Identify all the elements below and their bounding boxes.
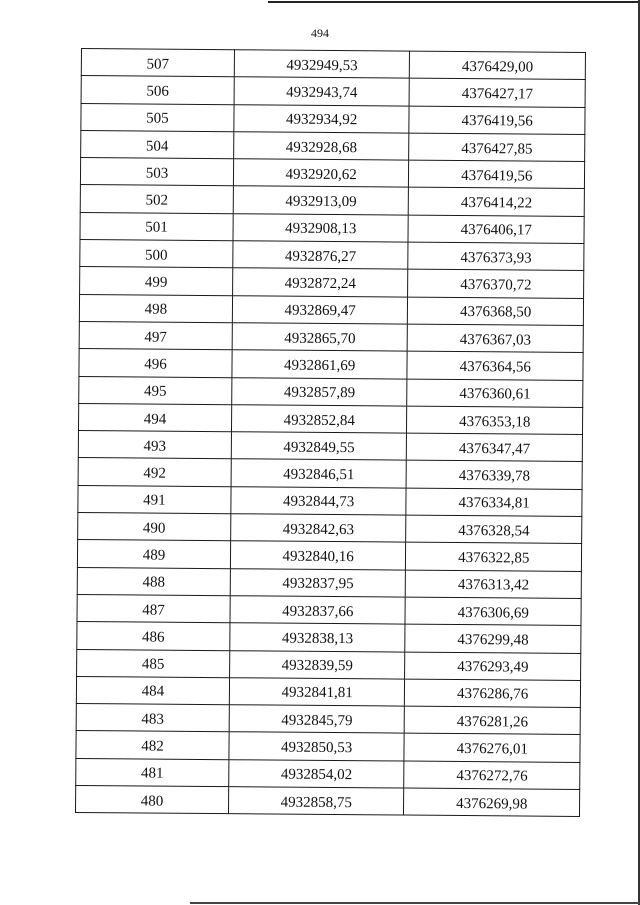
point-number-text: 495 xyxy=(143,383,167,400)
x-coordinate-cell xyxy=(233,241,409,270)
point-number-cell xyxy=(76,676,229,704)
y-coordinate-text: 4376419,56 xyxy=(461,113,533,130)
table-row xyxy=(80,267,584,298)
y-coordinate-text: 4376269,98 xyxy=(456,795,528,813)
y-coordinate-text: 4376360,61 xyxy=(459,386,531,403)
y-coordinate-cell xyxy=(409,106,585,135)
y-coordinate-cell xyxy=(407,461,583,490)
y-coordinate-cell xyxy=(405,652,581,681)
table-row xyxy=(78,431,582,462)
y-coordinate-cell xyxy=(410,51,586,80)
table-row xyxy=(76,704,580,735)
y-coordinate-text: 4376419,56 xyxy=(461,167,533,185)
point-number-text: 497 xyxy=(144,329,168,346)
y-coordinate-text: 4376299,48 xyxy=(457,631,529,649)
x-coordinate-text: 4932872,24 xyxy=(284,275,357,293)
point-number-text: 500 xyxy=(145,247,168,264)
table-row xyxy=(77,540,581,571)
y-coordinate-cell xyxy=(404,761,580,790)
point-number-cell xyxy=(79,294,232,322)
table-row xyxy=(79,349,583,380)
table-row xyxy=(79,294,583,325)
y-coordinate-text: 4376306,69 xyxy=(457,604,529,622)
point-number-text: 499 xyxy=(144,274,168,291)
scan-edge-bottom xyxy=(190,902,640,904)
x-coordinate-text: 4932837,66 xyxy=(282,603,354,620)
point-number-cell xyxy=(76,731,229,759)
x-coordinate-text: 4932845,79 xyxy=(281,712,353,729)
table-row xyxy=(78,513,582,544)
x-coordinate-cell xyxy=(230,623,406,652)
point-number-cell xyxy=(77,594,230,622)
y-coordinate-cell xyxy=(404,788,580,817)
y-coordinate-text: 4376339,78 xyxy=(458,468,531,485)
point-number-text: 489 xyxy=(142,547,166,564)
table-row xyxy=(80,158,584,189)
table-row xyxy=(79,376,583,407)
x-coordinate-cell xyxy=(233,213,409,242)
x-coordinate-text: 4932920,62 xyxy=(285,166,357,183)
x-coordinate-cell xyxy=(231,459,407,488)
point-number-cell xyxy=(81,76,234,104)
x-coordinate-text: 4932857,89 xyxy=(283,384,356,402)
x-coordinate-cell xyxy=(232,377,408,406)
x-coordinate-text: 4932841,81 xyxy=(281,685,353,702)
scan-edge-top xyxy=(268,1,640,3)
x-coordinate-cell xyxy=(234,104,410,133)
point-number-text: 505 xyxy=(146,110,169,127)
table-row xyxy=(80,240,584,271)
x-coordinate-text: 4932842,63 xyxy=(282,521,355,538)
y-coordinate-cell xyxy=(408,324,584,353)
table-row xyxy=(76,758,580,789)
point-number-text: 486 xyxy=(142,629,165,646)
y-coordinate-text: 4376429,00 xyxy=(461,58,534,76)
point-number-text: 487 xyxy=(142,602,165,619)
table-row xyxy=(81,76,585,107)
x-coordinate-cell xyxy=(234,132,410,161)
table-row xyxy=(78,403,582,434)
y-coordinate-cell xyxy=(405,706,581,735)
coordinates-table-body xyxy=(75,49,585,817)
x-coordinate-text: 4932849,55 xyxy=(283,439,355,456)
x-coordinate-text: 4932840,16 xyxy=(282,548,354,566)
y-coordinate-cell xyxy=(406,488,582,517)
x-coordinate-text: 4932934,92 xyxy=(285,111,358,129)
y-coordinate-cell xyxy=(409,188,585,217)
point-number-cell xyxy=(78,513,231,541)
x-coordinate-cell xyxy=(229,650,405,679)
x-coordinate-cell xyxy=(232,350,408,379)
x-coordinate-cell xyxy=(232,268,408,297)
y-coordinate-cell xyxy=(405,624,581,653)
table-row xyxy=(76,676,580,707)
point-number-cell xyxy=(78,403,231,431)
y-coordinate-text: 4376272,76 xyxy=(456,768,528,785)
point-number-cell xyxy=(80,267,233,295)
y-coordinate-text: 4376328,54 xyxy=(458,522,530,540)
point-number-text: 485 xyxy=(141,656,165,673)
x-coordinate-text: 4932913,09 xyxy=(285,193,357,211)
x-coordinate-text: 4932838,13 xyxy=(281,630,354,648)
y-coordinate-text: 4376353,18 xyxy=(459,413,531,431)
y-coordinate-text: 4376347,47 xyxy=(458,440,531,458)
point-number-text: 481 xyxy=(140,765,164,783)
point-number-text: 491 xyxy=(143,492,166,510)
y-coordinate-text: 4376313,42 xyxy=(457,577,530,594)
table-row xyxy=(81,49,585,80)
point-number-cell xyxy=(80,240,233,268)
table-row xyxy=(77,622,581,653)
x-coordinate-cell xyxy=(234,77,410,106)
x-coordinate-text: 4932876,27 xyxy=(284,248,357,265)
y-coordinate-text: 4376427,85 xyxy=(461,140,533,158)
y-coordinate-cell xyxy=(404,733,580,762)
point-number-text: 496 xyxy=(144,356,167,373)
x-coordinate-text: 4932869,47 xyxy=(284,302,356,320)
table-row xyxy=(79,321,583,352)
point-number-cell xyxy=(75,785,228,813)
x-coordinate-text: 4932852,84 xyxy=(283,412,355,429)
table-row xyxy=(75,785,579,816)
x-coordinate-cell xyxy=(232,295,408,324)
table-row xyxy=(78,485,582,516)
x-coordinate-cell xyxy=(229,678,405,707)
x-coordinate-text: 4932949,53 xyxy=(286,57,358,74)
y-coordinate-text: 4376293,49 xyxy=(457,659,529,676)
y-coordinate-text: 4376373,93 xyxy=(460,249,532,267)
x-coordinate-text: 4932865,70 xyxy=(284,330,356,347)
x-coordinate-cell xyxy=(231,486,407,515)
page-number: 494 xyxy=(311,26,329,40)
x-coordinate-cell xyxy=(228,787,404,816)
x-coordinate-text: 4932837,95 xyxy=(282,575,354,593)
point-number-cell xyxy=(78,458,231,486)
point-number-cell xyxy=(80,158,233,186)
x-coordinate-cell xyxy=(230,568,406,597)
point-number-text: 494 xyxy=(143,411,167,428)
table-row xyxy=(76,731,580,762)
point-number-text: 498 xyxy=(144,301,168,318)
point-number-text: 502 xyxy=(145,192,169,209)
point-number-text: 506 xyxy=(146,83,169,100)
y-coordinate-text: 4376281,26 xyxy=(456,713,529,731)
point-number-cell xyxy=(77,649,230,677)
y-coordinate-text: 4376370,72 xyxy=(460,277,532,294)
point-number-text: 482 xyxy=(141,738,164,755)
y-coordinate-text: 4376427,17 xyxy=(461,85,534,103)
x-coordinate-cell xyxy=(230,596,406,625)
x-coordinate-cell xyxy=(231,432,407,461)
point-number-cell xyxy=(79,321,232,349)
x-coordinate-text: 4932844,73 xyxy=(282,493,355,511)
x-coordinate-cell xyxy=(229,705,405,734)
point-number-cell xyxy=(77,567,230,595)
x-coordinate-cell xyxy=(231,514,407,543)
x-coordinate-cell xyxy=(231,405,407,434)
table-row xyxy=(77,594,581,625)
x-coordinate-cell xyxy=(230,541,406,570)
y-coordinate-cell xyxy=(410,78,586,107)
point-number-cell xyxy=(78,431,231,459)
point-number-text: 484 xyxy=(141,683,165,701)
x-coordinate-cell xyxy=(234,50,410,79)
point-number-cell xyxy=(76,758,229,786)
y-coordinate-cell xyxy=(406,570,582,599)
x-coordinate-cell xyxy=(232,323,408,352)
x-coordinate-cell xyxy=(233,159,409,188)
point-number-text: 503 xyxy=(145,165,169,182)
x-coordinate-cell xyxy=(233,186,409,215)
y-coordinate-text: 4376367,03 xyxy=(459,331,532,349)
y-coordinate-cell xyxy=(408,215,584,244)
x-coordinate-cell xyxy=(229,732,405,761)
point-number-text: 488 xyxy=(142,574,166,591)
point-number-text: 480 xyxy=(140,793,164,810)
point-number-cell xyxy=(77,622,230,650)
point-number-text: 492 xyxy=(143,465,166,482)
y-coordinate-cell xyxy=(409,160,585,189)
x-coordinate-text: 4932858,75 xyxy=(280,794,352,811)
y-coordinate-cell xyxy=(406,542,582,571)
x-coordinate-text: 4932854,02 xyxy=(280,766,353,784)
point-number-cell xyxy=(79,376,232,404)
point-number-text: 493 xyxy=(143,438,167,455)
x-coordinate-text: 4932846,51 xyxy=(283,466,355,484)
point-number-cell xyxy=(81,49,234,77)
y-coordinate-text: 4376276,01 xyxy=(456,741,528,758)
table-row xyxy=(77,649,581,680)
y-coordinate-cell xyxy=(407,433,583,462)
x-coordinate-text: 4932943,74 xyxy=(286,84,358,102)
point-number-cell xyxy=(81,103,234,131)
point-number-cell xyxy=(80,185,233,213)
point-number-text: 501 xyxy=(145,219,168,237)
x-coordinate-text: 4932928,68 xyxy=(285,139,358,156)
y-coordinate-cell xyxy=(408,269,584,298)
y-coordinate-cell xyxy=(405,679,581,708)
x-coordinate-text: 4932908,13 xyxy=(285,221,357,238)
y-coordinate-text: 4376286,76 xyxy=(456,686,529,704)
y-coordinate-cell xyxy=(408,297,584,326)
y-coordinate-cell xyxy=(407,379,583,408)
table-row xyxy=(80,185,584,216)
point-number-cell xyxy=(79,349,232,377)
y-coordinate-cell xyxy=(405,597,581,626)
y-coordinate-text: 4376334,81 xyxy=(458,495,530,512)
y-coordinate-cell xyxy=(407,351,583,380)
point-number-cell xyxy=(80,212,233,240)
x-coordinate-text: 4932839,59 xyxy=(281,657,354,675)
y-coordinate-text: 4376406,17 xyxy=(460,222,532,239)
y-coordinate-text: 4376364,56 xyxy=(459,358,531,376)
table-row xyxy=(78,458,582,489)
y-coordinate-cell xyxy=(409,133,585,162)
x-coordinate-text: 4932850,53 xyxy=(281,739,353,757)
y-coordinate-text: 4376414,22 xyxy=(460,195,533,212)
y-coordinate-text: 4376322,85 xyxy=(458,549,530,567)
y-coordinate-cell xyxy=(406,515,582,544)
x-coordinate-text: 4932861,69 xyxy=(284,357,356,375)
coordinates-table xyxy=(75,48,586,817)
y-coordinate-cell xyxy=(407,406,583,435)
point-number-text: 490 xyxy=(142,520,166,537)
point-number-text: 507 xyxy=(146,56,170,73)
table-row xyxy=(77,567,581,598)
table-row xyxy=(80,212,584,243)
x-coordinate-cell xyxy=(229,759,405,788)
table-row xyxy=(81,130,585,161)
y-coordinate-text: 4376368,50 xyxy=(459,304,532,321)
point-number-cell xyxy=(77,540,230,568)
point-number-text: 504 xyxy=(145,138,169,155)
point-number-cell xyxy=(76,704,229,732)
table-row xyxy=(81,103,585,134)
y-coordinate-cell xyxy=(408,242,584,271)
point-number-cell xyxy=(78,485,231,513)
point-number-text: 483 xyxy=(141,711,165,728)
point-number-cell xyxy=(81,130,234,158)
